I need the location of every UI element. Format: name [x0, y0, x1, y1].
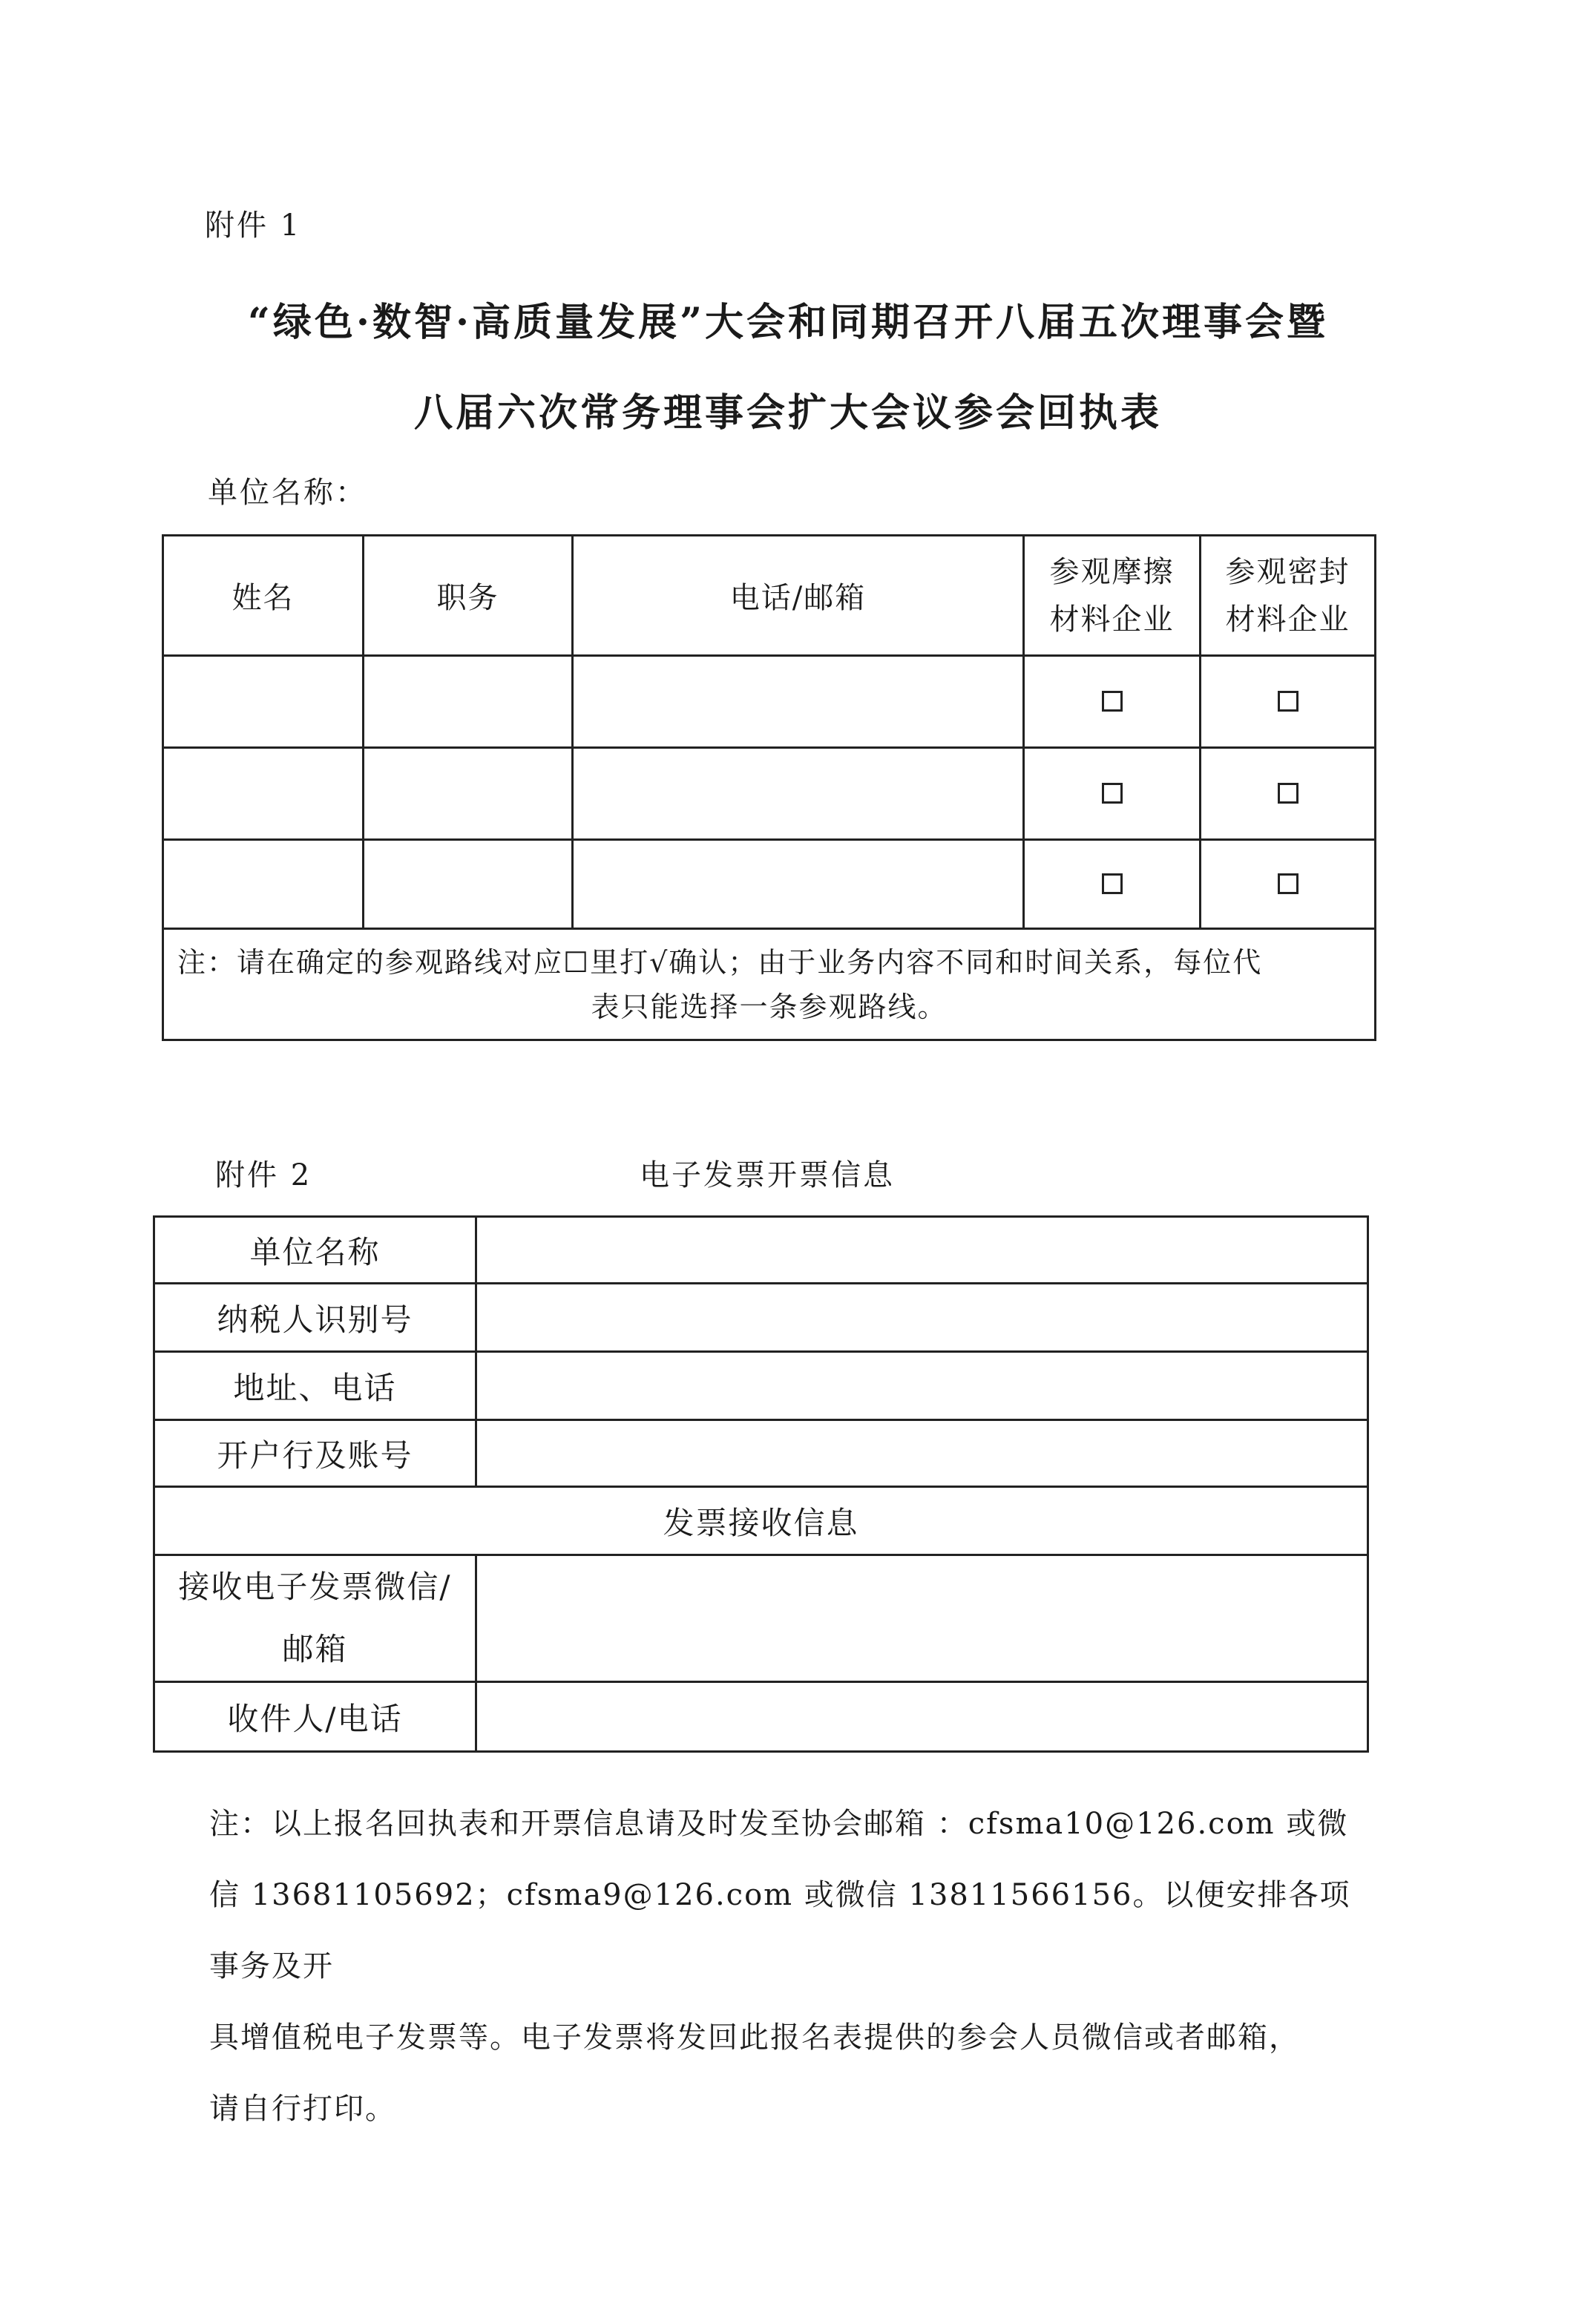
invoice-row [154, 1555, 1368, 1682]
invoice-row [154, 1352, 1368, 1420]
invoice-row [154, 1682, 1368, 1752]
invoice-receive-section-header: 发票接收信息 [154, 1487, 1368, 1555]
sealing-checkbox[interactable] [1201, 748, 1376, 840]
friction-checkbox[interactable] [1024, 840, 1201, 929]
invoice-info-title: 电子发票开票信息 [640, 1158, 895, 1192]
address-phone-input[interactable] [476, 1352, 1368, 1420]
friction-checkbox[interactable] [1024, 656, 1201, 748]
sealing-checkbox[interactable] [1201, 840, 1376, 929]
name-cell[interactable] [163, 840, 364, 929]
bank-account-label: 开户行及账号 [154, 1420, 476, 1487]
receive-wechat-email-label-line1: 接收电子发票微信/ [178, 1569, 452, 1605]
unit-name-label: 单位名称： [208, 476, 367, 510]
table-row [163, 840, 1376, 929]
bottom-note [209, 1788, 1352, 2144]
header-visit-friction-line1: 参观摩擦 [1049, 554, 1175, 589]
header-name: 姓名 [163, 536, 364, 656]
invoice-section-row [154, 1487, 1368, 1555]
recipient-phone-input[interactable] [476, 1682, 1368, 1752]
page-title-line2: 八届六次常务理事会扩大会议参会回执表 [413, 390, 1162, 436]
friction-checkbox[interactable] [1024, 748, 1201, 840]
bank-account-input[interactable] [476, 1420, 1368, 1487]
header-position: 职务 [364, 536, 573, 656]
receive-wechat-email-input[interactable] [476, 1555, 1368, 1682]
checkbox-icon[interactable] [1102, 783, 1123, 804]
header-contact: 电话/邮箱 [573, 536, 1024, 656]
invoice-table [153, 1215, 1369, 1753]
unit-name-input[interactable] [476, 1217, 1368, 1284]
table-row [163, 748, 1376, 840]
bottom-note-line2: 信 13681105692；cfsma9@126.com 或微信 13811566156。以便安排各项事务及开 [209, 1878, 1351, 1983]
invoice-row [154, 1420, 1368, 1487]
table-note-line1: 注：请在确定的参观路线对应☐里打√确认；由于业务内容不同和时间关系，每位代 [177, 945, 1263, 979]
registration-table [162, 534, 1376, 1041]
contact-cell[interactable] [573, 748, 1024, 840]
unit-name-label-cell: 单位名称 [154, 1217, 476, 1284]
contact-cell[interactable] [573, 656, 1024, 748]
position-cell[interactable] [364, 840, 573, 929]
attachment1-label: 附件 1 [205, 209, 302, 243]
address-phone-label: 地址、电话 [154, 1352, 476, 1420]
header-visit-sealing-line1: 参观密封 [1225, 554, 1350, 589]
table-note-line2: 表只能选择一条参观路线。 [591, 990, 948, 1023]
page-title-line1: “绿色·数智·高质量发展”大会和同期召开八届五次理事会暨 [247, 300, 1329, 345]
invoice-row [154, 1217, 1368, 1284]
table-note [163, 929, 1376, 1040]
table-row [163, 656, 1376, 748]
receive-wechat-email-label [154, 1555, 476, 1682]
position-cell[interactable] [364, 748, 573, 840]
invoice-row [154, 1284, 1368, 1352]
header-visit-friction [1024, 536, 1201, 656]
table-header-row [163, 536, 1376, 656]
name-cell[interactable] [163, 748, 364, 840]
bottom-note-line1: 注：以上报名回执表和开票信息请及时发至协会邮箱 ：cfsma10@126.com 或微 [209, 1807, 1349, 1841]
header-visit-sealing-line2: 材料企业 [1225, 602, 1350, 637]
name-cell[interactable] [163, 656, 364, 748]
checkbox-icon[interactable] [1278, 873, 1298, 894]
taxpayer-id-label: 纳税人识别号 [154, 1284, 476, 1352]
table-note-row [163, 929, 1376, 1040]
header-visit-sealing [1201, 536, 1376, 656]
attachment2-label: 附件 2 [215, 1158, 312, 1192]
checkbox-icon[interactable] [1102, 873, 1123, 894]
position-cell[interactable] [364, 656, 573, 748]
checkbox-icon[interactable] [1102, 691, 1123, 712]
recipient-phone-label: 收件人/电话 [154, 1682, 476, 1752]
sealing-checkbox[interactable] [1201, 656, 1376, 748]
taxpayer-id-input[interactable] [476, 1284, 1368, 1352]
checkbox-icon[interactable] [1278, 783, 1298, 804]
header-visit-friction-line2: 材料企业 [1049, 602, 1175, 637]
checkbox-icon[interactable] [1278, 691, 1298, 712]
bottom-note-line4: 请自行打印。 [209, 2092, 396, 2126]
bottom-note-line3: 具增值税电子发票等。电子发票将发回此报名表提供的参会人员微信或者邮箱， [209, 2021, 1300, 2055]
contact-cell[interactable] [573, 840, 1024, 929]
receive-wechat-email-label-line2: 邮箱 [282, 1631, 348, 1667]
